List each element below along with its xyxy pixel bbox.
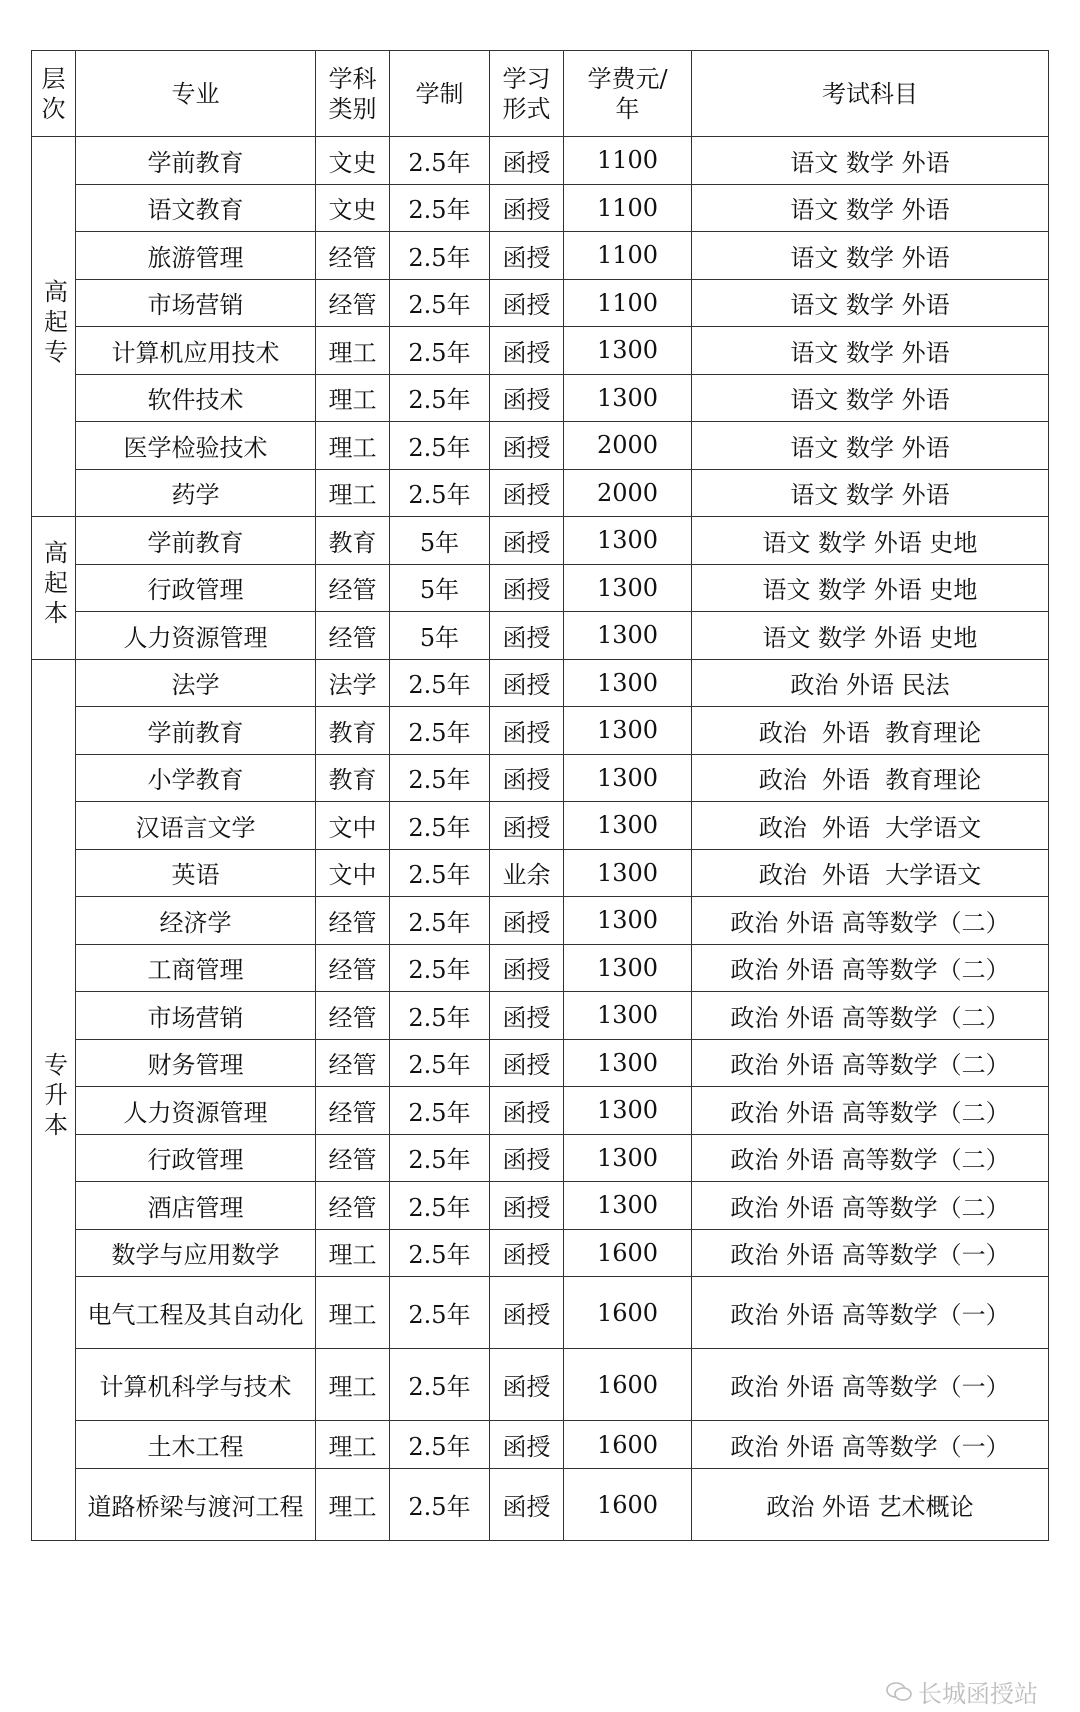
duration-cell: 2.5年 [390, 469, 490, 517]
tuition-cell: 1300 [564, 1134, 692, 1182]
table-row [32, 944, 1049, 992]
duration-cell: 2.5年 [390, 232, 490, 280]
category-cell: 经管 [316, 944, 390, 992]
exam-subjects-cell: 语文 数学 外语 史地 [692, 612, 1049, 660]
tuition-cell: 1300 [564, 802, 692, 850]
header-exam-subjects: 考试科目 [692, 51, 1049, 137]
table-row [32, 1039, 1049, 1087]
tuition-cell: 1300 [564, 944, 692, 992]
study-mode-cell: 函授 [490, 1421, 564, 1469]
tuition-cell: 1600 [564, 1349, 692, 1421]
category-cell: 经管 [316, 279, 390, 327]
duration-cell: 2.5年 [390, 992, 490, 1040]
major-cell: 语文教育 [76, 184, 316, 232]
duration-cell: 2.5年 [390, 374, 490, 422]
major-cell: 数学与应用数学 [76, 1229, 316, 1277]
major-cell: 学前教育 [76, 137, 316, 185]
table-row [32, 1182, 1049, 1230]
major-cell: 工商管理 [76, 944, 316, 992]
duration-cell: 2.5年 [390, 422, 490, 470]
study-mode-cell: 函授 [490, 1134, 564, 1182]
tuition-cell: 1600 [564, 1421, 692, 1469]
table-row [32, 897, 1049, 945]
tuition-cell: 1300 [564, 517, 692, 565]
tuition-cell: 1300 [564, 754, 692, 802]
tuition-cell: 2000 [564, 422, 692, 470]
duration-cell: 2.5年 [390, 659, 490, 707]
category-cell: 理工 [316, 469, 390, 517]
study-mode-cell: 函授 [490, 327, 564, 375]
header-duration: 学制 [390, 51, 490, 137]
major-cell: 人力资源管理 [76, 612, 316, 660]
tuition-cell: 1100 [564, 279, 692, 327]
table-row [32, 327, 1049, 375]
table-row [32, 1277, 1049, 1349]
study-mode-cell: 函授 [490, 469, 564, 517]
category-cell: 理工 [316, 1469, 390, 1541]
watermark [886, 1674, 1038, 1709]
exam-subjects-cell: 语文 数学 外语 史地 [692, 517, 1049, 565]
tuition-cell: 1300 [564, 992, 692, 1040]
category-cell: 经管 [316, 1087, 390, 1135]
exam-subjects-cell: 政治 外语 高等数学（二） [692, 992, 1049, 1040]
category-cell: 教育 [316, 517, 390, 565]
exam-subjects-cell: 语文 数学 外语 [692, 327, 1049, 375]
header-study-mode: 学习形式 [490, 51, 564, 137]
duration-cell: 2.5年 [390, 1182, 490, 1230]
level-label: 高起本 [39, 539, 68, 630]
tuition-cell: 1300 [564, 564, 692, 612]
table-row [32, 1134, 1049, 1182]
table-row [32, 1469, 1049, 1541]
major-cell: 行政管理 [76, 1134, 316, 1182]
category-cell: 文史 [316, 137, 390, 185]
tuition-cell: 1300 [564, 849, 692, 897]
study-mode-cell: 函授 [490, 992, 564, 1040]
study-mode-cell: 函授 [490, 612, 564, 660]
study-mode-cell: 函授 [490, 1087, 564, 1135]
category-cell: 理工 [316, 1349, 390, 1421]
exam-subjects-cell: 语文 数学 外语 [692, 184, 1049, 232]
table-row [32, 1421, 1049, 1469]
tuition-cell: 1100 [564, 184, 692, 232]
study-mode-cell: 函授 [490, 707, 564, 755]
level-label: 专升本 [39, 1051, 68, 1142]
exam-subjects-cell: 政治 外语 高等数学（二） [692, 1134, 1049, 1182]
category-cell: 经管 [316, 564, 390, 612]
exam-subjects-cell: 政治 外语 高等数学（一） [692, 1421, 1049, 1469]
major-cell: 土木工程 [76, 1421, 316, 1469]
watermark-text: 长城函授站 [918, 1680, 1038, 1708]
major-cell: 法学 [76, 659, 316, 707]
category-cell: 经管 [316, 232, 390, 280]
exam-subjects-cell: 语文 数学 外语 [692, 232, 1049, 280]
table-row [32, 659, 1049, 707]
tuition-cell: 1300 [564, 612, 692, 660]
exam-subjects-cell: 政治 外语 民法 [692, 659, 1049, 707]
category-cell: 文中 [316, 802, 390, 850]
exam-subjects-cell: 政治 外语 大学语文 [692, 849, 1049, 897]
tuition-cell: 1300 [564, 897, 692, 945]
table-row [32, 422, 1049, 470]
study-mode-cell: 函授 [490, 232, 564, 280]
category-cell: 文史 [316, 184, 390, 232]
level-cell [32, 137, 76, 517]
tuition-cell: 1600 [564, 1229, 692, 1277]
study-mode-cell: 函授 [490, 137, 564, 185]
tuition-cell: 1600 [564, 1469, 692, 1541]
duration-cell: 2.5年 [390, 1229, 490, 1277]
category-cell: 经管 [316, 612, 390, 660]
exam-subjects-cell: 政治 外语 高等数学（二） [692, 1087, 1049, 1135]
table-row [32, 184, 1049, 232]
major-cell: 医学检验技术 [76, 422, 316, 470]
exam-subjects-cell: 政治 外语 高等数学（一） [692, 1349, 1049, 1421]
table-row [32, 1087, 1049, 1135]
study-mode-cell: 函授 [490, 1182, 564, 1230]
major-cell: 学前教育 [76, 517, 316, 565]
category-cell: 理工 [316, 1277, 390, 1349]
major-cell: 软件技术 [76, 374, 316, 422]
exam-subjects-cell: 政治 外语 教育理论 [692, 707, 1049, 755]
duration-cell: 2.5年 [390, 1087, 490, 1135]
exam-subjects-cell: 政治 外语 高等数学（一） [692, 1229, 1049, 1277]
major-cell: 人力资源管理 [76, 1087, 316, 1135]
duration-cell: 2.5年 [390, 1134, 490, 1182]
tuition-cell: 1600 [564, 1277, 692, 1349]
major-cell: 小学教育 [76, 754, 316, 802]
exam-subjects-cell: 政治 外语 高等数学（二） [692, 1039, 1049, 1087]
exam-subjects-cell: 政治 外语 教育理论 [692, 754, 1049, 802]
tuition-cell: 1100 [564, 232, 692, 280]
category-cell: 经管 [316, 897, 390, 945]
study-mode-cell: 函授 [490, 1349, 564, 1421]
duration-cell: 2.5年 [390, 849, 490, 897]
header-tuition: 学费元/年 [564, 51, 692, 137]
study-mode-cell: 函授 [490, 1469, 564, 1541]
tuition-cell: 1300 [564, 707, 692, 755]
duration-cell: 2.5年 [390, 802, 490, 850]
study-mode-cell: 函授 [490, 754, 564, 802]
duration-cell: 5年 [390, 517, 490, 565]
tuition-cell: 1100 [564, 137, 692, 185]
exam-subjects-cell: 语文 数学 外语 [692, 374, 1049, 422]
tuition-cell: 1300 [564, 374, 692, 422]
major-cell: 市场营销 [76, 992, 316, 1040]
study-mode-cell: 函授 [490, 1229, 564, 1277]
category-cell: 理工 [316, 327, 390, 375]
study-mode-cell: 函授 [490, 374, 564, 422]
table-row [32, 564, 1049, 612]
category-cell: 经管 [316, 1182, 390, 1230]
study-mode-cell: 函授 [490, 184, 564, 232]
category-cell: 理工 [316, 1229, 390, 1277]
exam-subjects-cell: 政治 外语 高等数学（二） [692, 944, 1049, 992]
level-cell [32, 659, 76, 1541]
duration-cell: 2.5年 [390, 279, 490, 327]
tuition-cell: 1300 [564, 327, 692, 375]
exam-subjects-cell: 语文 数学 外语 史地 [692, 564, 1049, 612]
category-cell: 教育 [316, 754, 390, 802]
study-mode-cell: 函授 [490, 1277, 564, 1349]
duration-cell: 5年 [390, 564, 490, 612]
header-category: 学科类别 [316, 51, 390, 137]
major-cell: 财务管理 [76, 1039, 316, 1087]
tuition-cell: 1300 [564, 1039, 692, 1087]
major-cell: 经济学 [76, 897, 316, 945]
study-mode-cell: 函授 [490, 517, 564, 565]
exam-subjects-cell: 政治 外语 高等数学（二） [692, 897, 1049, 945]
header-major: 专业 [76, 51, 316, 137]
exam-subjects-cell: 政治 外语 高等数学（一） [692, 1277, 1049, 1349]
study-mode-cell: 函授 [490, 279, 564, 327]
category-cell: 文中 [316, 849, 390, 897]
table-row [32, 992, 1049, 1040]
study-mode-cell: 业余 [490, 849, 564, 897]
major-cell: 英语 [76, 849, 316, 897]
table-row [32, 137, 1049, 185]
category-cell: 经管 [316, 1134, 390, 1182]
major-cell: 学前教育 [76, 707, 316, 755]
major-cell: 酒店管理 [76, 1182, 316, 1230]
table-row [32, 754, 1049, 802]
duration-cell: 2.5年 [390, 137, 490, 185]
study-mode-cell: 函授 [490, 1039, 564, 1087]
duration-cell: 2.5年 [390, 754, 490, 802]
table-row [32, 232, 1049, 280]
study-mode-cell: 函授 [490, 564, 564, 612]
table-row [32, 517, 1049, 565]
table-row [32, 612, 1049, 660]
wechat-icon [886, 1682, 912, 1702]
table-row [32, 469, 1049, 517]
major-cell: 旅游管理 [76, 232, 316, 280]
category-cell: 理工 [316, 422, 390, 470]
exam-subjects-cell: 政治 外语 大学语文 [692, 802, 1049, 850]
tuition-cell: 1300 [564, 659, 692, 707]
duration-cell: 2.5年 [390, 1349, 490, 1421]
major-cell: 计算机应用技术 [76, 327, 316, 375]
table-row [32, 802, 1049, 850]
study-mode-cell: 函授 [490, 944, 564, 992]
tuition-cell: 1300 [564, 1087, 692, 1135]
table-row [32, 1349, 1049, 1421]
study-mode-cell: 函授 [490, 897, 564, 945]
tuition-cell: 2000 [564, 469, 692, 517]
table-row [32, 707, 1049, 755]
duration-cell: 2.5年 [390, 944, 490, 992]
duration-cell: 5年 [390, 612, 490, 660]
exam-subjects-cell: 语文 数学 外语 [692, 279, 1049, 327]
table-row [32, 279, 1049, 327]
exam-subjects-cell: 语文 数学 外语 [692, 137, 1049, 185]
duration-cell: 2.5年 [390, 1039, 490, 1087]
study-mode-cell: 函授 [490, 422, 564, 470]
major-cell: 道路桥梁与渡河工程 [76, 1469, 316, 1541]
header-level: 层次 [32, 51, 76, 137]
exam-subjects-cell: 语文 数学 外语 [692, 422, 1049, 470]
duration-cell: 2.5年 [390, 707, 490, 755]
tuition-cell: 1300 [564, 1182, 692, 1230]
exam-subjects-cell: 政治 外语 高等数学（二） [692, 1182, 1049, 1230]
major-cell: 药学 [76, 469, 316, 517]
major-cell: 电气工程及其自动化 [76, 1277, 316, 1349]
level-label: 高起专 [39, 278, 68, 369]
duration-cell: 2.5年 [390, 1421, 490, 1469]
duration-cell: 2.5年 [390, 1277, 490, 1349]
study-mode-cell: 函授 [490, 802, 564, 850]
category-cell: 理工 [316, 374, 390, 422]
table-row [32, 849, 1049, 897]
header-row [32, 51, 1049, 137]
table-row [32, 1229, 1049, 1277]
category-cell: 法学 [316, 659, 390, 707]
duration-cell: 2.5年 [390, 897, 490, 945]
level-cell [32, 517, 76, 660]
study-mode-cell: 函授 [490, 659, 564, 707]
category-cell: 经管 [316, 1039, 390, 1087]
duration-cell: 2.5年 [390, 327, 490, 375]
exam-subjects-cell: 政治 外语 艺术概论 [692, 1469, 1049, 1541]
enrollment-table [31, 50, 1049, 1541]
major-cell: 汉语言文学 [76, 802, 316, 850]
major-cell: 市场营销 [76, 279, 316, 327]
table-row [32, 374, 1049, 422]
category-cell: 教育 [316, 707, 390, 755]
duration-cell: 2.5年 [390, 1469, 490, 1541]
major-cell: 计算机科学与技术 [76, 1349, 316, 1421]
category-cell: 经管 [316, 992, 390, 1040]
category-cell: 理工 [316, 1421, 390, 1469]
major-cell: 行政管理 [76, 564, 316, 612]
duration-cell: 2.5年 [390, 184, 490, 232]
exam-subjects-cell: 语文 数学 外语 [692, 469, 1049, 517]
